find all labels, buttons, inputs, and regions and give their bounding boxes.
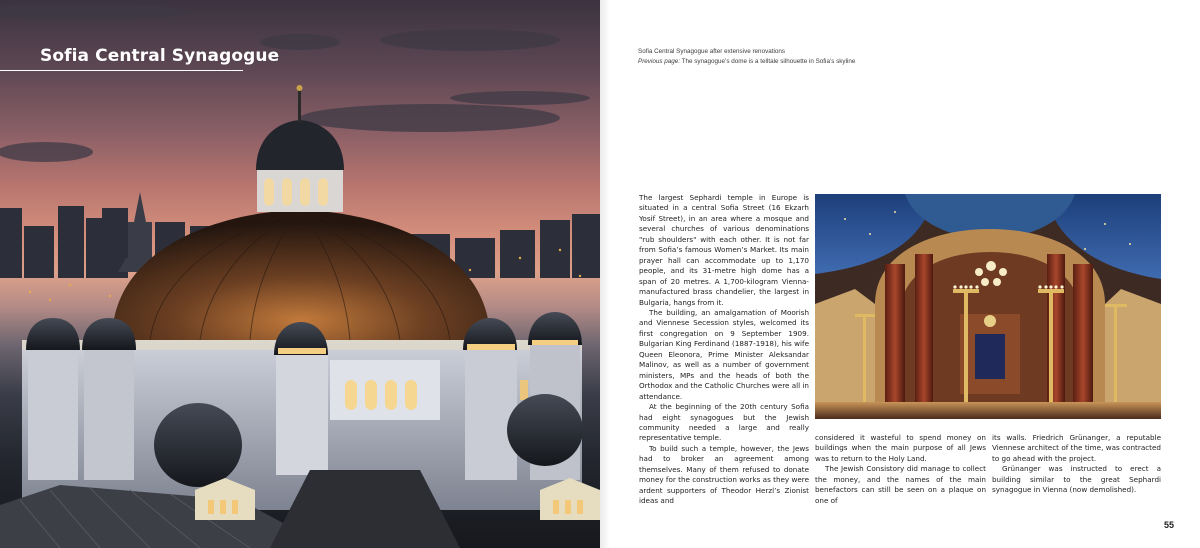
paragraph: its walls. Friedrich Grünanger, a reputable Viennese architect of the time, was contracted to go ahead with the project.	[992, 433, 1161, 463]
paragraph: The largest Sephardi temple in Europe is situated in a central Sofia Street (16 Ekzarh Yosif Street), in an area where a mosque and several churches of various denominations "rub shoulders" with each other. It is not far from Sofia’s famous Women’s Market. Its main prayer hall can accommodate up to 1,170 people, and its 31-metre high dome has a span of 20 metres. A 1,700-kilogram Vienna-manufactured brass chandelier, the largest in Bulgaria, hangs from it.	[639, 193, 809, 307]
text-column-3	[992, 433, 1161, 496]
caption-current-photo: Sofia Central Synagogue after extensive renovations	[638, 48, 786, 55]
paragraph: The building, an amalgamation of Moorish and Viennese Secession styles, welcomed its first congregation on 9 September 1909. Bulgarian King Ferdinand (1887-1918), his wife Queen Eleonora, Prime Minister Aleksandar Malinov, as well as a number of government ministers, MPs and the heads of both the Orthodox and the Catholic Churches were all in attendance.	[639, 307, 809, 401]
caption-previous-page-label: Previous page:	[638, 58, 681, 66]
right-page	[600, 0, 1200, 548]
photo-title: Sofia Central Synagogue	[40, 46, 280, 66]
page-number: 55	[1163, 520, 1174, 530]
book-gutter	[600, 0, 610, 548]
photo-captions	[638, 47, 868, 66]
paragraph: Grünanger was instructed to erect a building similar to the great Sephardi synagogue in Vienna (now demolished).	[992, 464, 1161, 495]
caption-previous-page	[638, 57, 868, 66]
paragraph: considered it wasteful to spend money on buildings when the main purpose of all Jews was to return to the Holy Land.	[815, 433, 986, 463]
title-underline	[0, 70, 243, 71]
text-column-1	[639, 193, 809, 507]
paragraph: The Jewish Consistory did manage to collect the money, and the names of the main benefactors can still be seen on a plaque on one of	[815, 464, 986, 505]
caption-previous-page-text: The synagogue’s dome is a telltale silhouette in Sofia’s skyline	[680, 58, 856, 66]
paragraph: To build such a temple, however, the Jews had to broker an agreement among themselves. Many of them refused to donate money for the construction works as they were ardent supporters of Theodor Herzl’s Zionist ideas and	[639, 443, 809, 506]
text-column-2	[815, 433, 986, 506]
paragraph: At the beginning of the 20th century Sofia had eight synagogues but the Jewish community needed a large and really representative temple.	[639, 402, 809, 443]
synagogue-interior-photo	[815, 194, 1161, 419]
synagogue-interior-illustration	[815, 194, 1161, 419]
